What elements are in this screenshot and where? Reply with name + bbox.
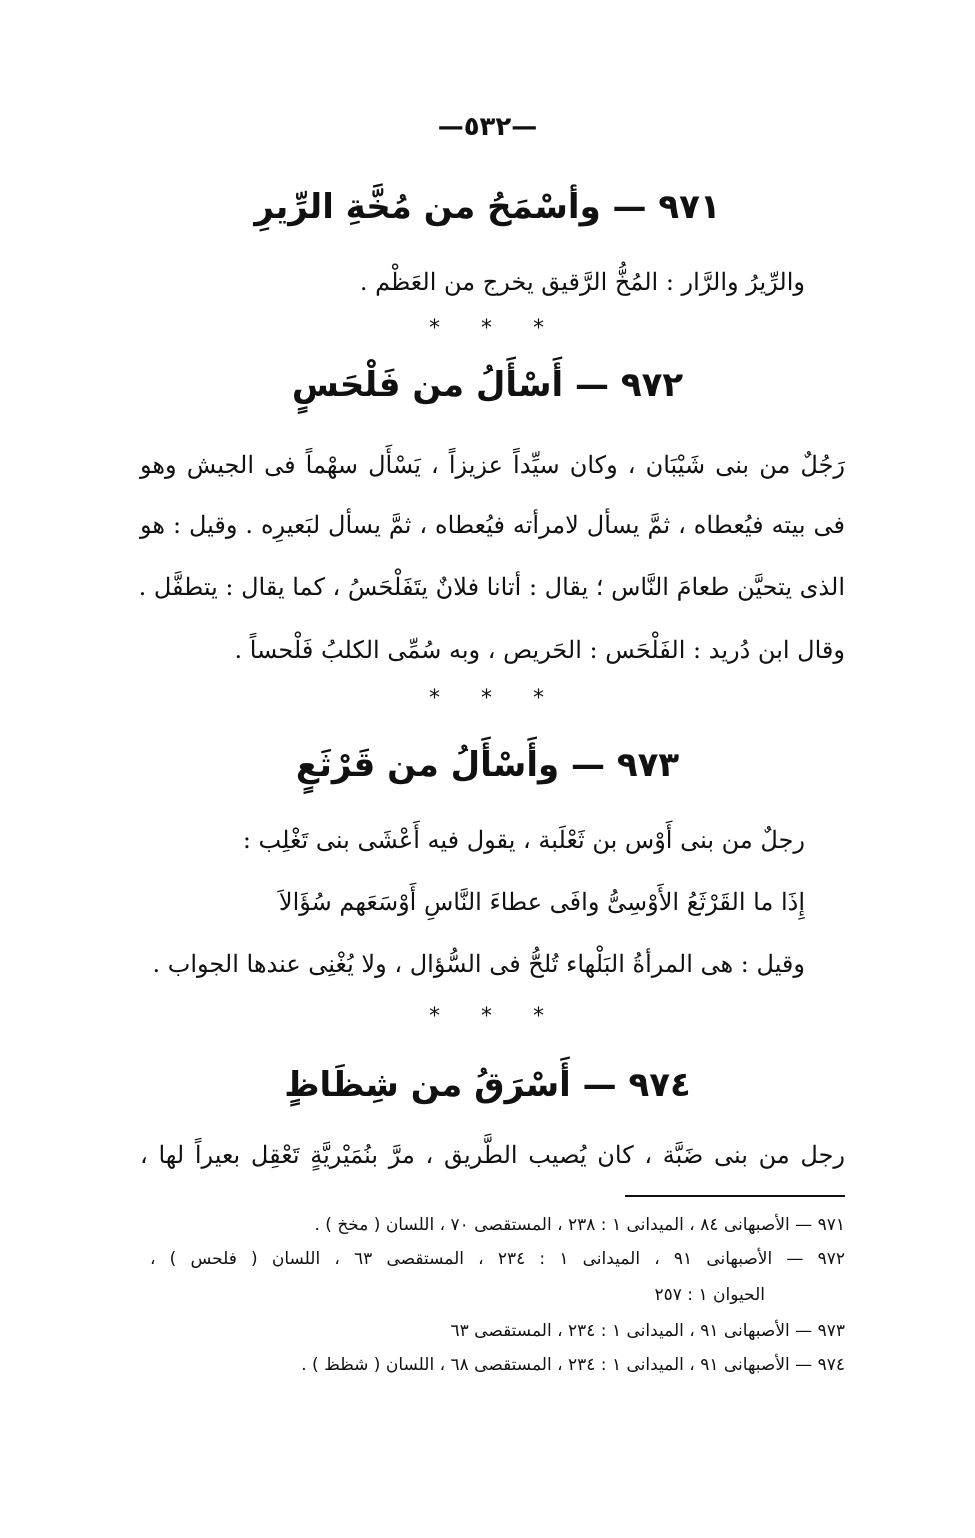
entry-text-line: وقال ابن دُريد : الفَلْحَس : الحَريص ، وبه سُمِّى الكلبُ فَلْحساً . [234, 636, 845, 664]
entry-text-line: وقيل : هى المرأةُ البَلْهاء تُلحُّ فى السُّؤال ، ولا يُغْنِى عندها الجواب . [152, 950, 805, 978]
footnote-971: ٩٧١ — الأصبهانى ٨٤ ، الميدانى ١ : ٢٣٨ ، المستقصى ٧٠ ، اللسان ( مخخ ) . [314, 1215, 845, 1235]
entry-text-line: فى بيته فيُعطاه ، ثمَّ يسأل لامرأته فيُعطاه ، ثمَّ يسأل لبَعيرِه . وقيل : هو [140, 511, 846, 539]
section-separator: * * * [429, 316, 546, 341]
entry-heading-971: ٩٧١ — وأسْمَحُ من مُخَّةِ الرِّيرِ [254, 187, 721, 227]
entry-text-line: رَجُلٌ من بنى شَيْبَان ، وكان سيِّداً عزيزاً ، يَسْأَل سهْماً فى الجيش وهو [140, 451, 845, 479]
footnote-973: ٩٧٣ — الأصبهانى ٩١ ، الميدانى ١ : ٢٣٤ ، المستقصى ٦٣ [450, 1321, 845, 1341]
section-separator: * * * [429, 686, 546, 711]
footnote-divider [625, 1195, 845, 1197]
entry-text-line: الذى يتحيَّن طعامَ النَّاس ؛ يقال : أتانا فلانٌ يتَفَلْحَسُ ، كما يقال : يتطفَّل . [138, 573, 845, 601]
entry-text-line: رجلٌ من بنى أَوْس بن ثَعْلَبة ، يقول فيه أَعْشَى بنى تَغْلِب : [242, 826, 805, 854]
poetry-verse: إِذَا ما القَرْثَعُ الأَوْسِىُّ وافَى عطاءَ النَّاسِ أَوْسَعَهم سُؤَالاَ [278, 888, 805, 916]
section-separator: * * * [429, 1004, 546, 1029]
page-number: —٥٣٢— [437, 112, 538, 142]
entry-heading-974: ٩٧٤ — أَسْرَقُ من شِظَاظٍ [284, 1065, 691, 1105]
entry-text-line: رجل من بنى ضَبَّة ، كان يُصيب الطَّريق ، مرَّ بنُمَيْريَّةٍ تَعْقِل بعيراً لها ، [140, 1141, 845, 1169]
entry-heading-972: ٩٧٢ — أَسْأَلُ من فَلْحَسٍ [291, 365, 684, 405]
entry-text-line: والرِّيرُ والرَّار : المُخُّ الرَّقيق يخرج من العَظْم . [359, 268, 805, 296]
entry-heading-973: ٩٧٣ — وأَسْأَلُ من قَرْثَعٍ [295, 745, 680, 785]
footnote-974: ٩٧٤ — الأصبهانى ٩١ ، الميدانى ١ : ٢٣٤ ، المستقصى ٦٨ ، اللسان ( شظظ ) . [301, 1355, 845, 1375]
footnote-972: ٩٧٢ — الأصبهانى ٩١ ، الميدانى ١ : ٢٣٤ ، المستقصى ٦٣ ، اللسان ( فلحس ) ، [150, 1249, 845, 1269]
footnote-972-continuation: الحيوان ١ : ٢٥٧ [654, 1285, 765, 1305]
